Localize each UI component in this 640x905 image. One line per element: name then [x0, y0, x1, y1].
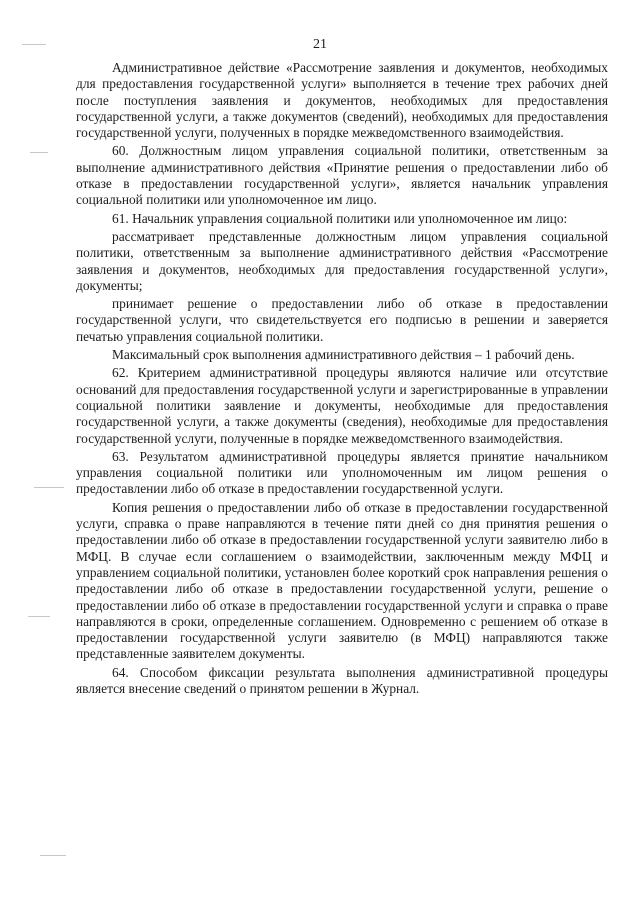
paragraph-64: 64. Способом фиксации результата выполнения административной процедуры является внесение сведений о принятом решении в Журнал. — [76, 664, 608, 696]
paragraph-max-term: Максимальный срок выполнения административного действия – 1 рабочий день. — [112, 347, 575, 363]
paragraph-61-item-decides: принимает решение о предоставлении либо об отказе в предоставлении государственной услуги, что свидетельствуется его подписью в решении и заверяется печатью управления социальной политики. — [76, 296, 608, 344]
paragraph-decision-copy: Копия решения о предоставлении либо об отказе в предоставлении государственной услуги, справка о праве направляются в течение пяти дней со дня принятия решения о предоставлении либо об отказе в предоставлении государственной услуги заявителю либо в МФЦ. В случае если соглашением о взаимодействии, заключенным между МФЦ и управлением социальной политики, установлен более короткий срок направления решения о предоставлении либо об отказе в предоставлении государственной услуги, решение о предоставлении либо об отказе в предоставлении государственной услуги и справка о праве направляются в сроки, определенные соглашением. Одновременно с решением об отказе в предоставлении государственной услуги заявителю (в МФЦ) направляются также представленные заявителем документы. — [76, 499, 608, 662]
paragraph-62: 62. Критерием административной процедуры являются наличие или отсутствие оснований для предоставления государственной услуги и зарегистрированные в управлении социальной политики заявление и документы, необходимые для предоставления государственной услуги, а также документы (сведения), необходимые для предоставления государственной услуги, полученные в порядке межведомственного взаимодействия. — [76, 365, 608, 446]
scan-artifact — [28, 616, 50, 617]
page-number: 21 — [313, 37, 327, 52]
paragraph-61: 61. Начальник управления социальной политики или уполномоченное им лицо: — [112, 210, 568, 226]
scan-artifact — [30, 152, 48, 153]
document-body — [76, 60, 608, 699]
paragraph-63: 63. Результатом административной процедуры является принятие начальником управления социальной политики или уполномоченным им лицом решения о предоставлении либо об отказе в предоставлении государственной услуги. — [76, 448, 608, 497]
paragraph-61-item-reviews: рассматривает представленные должностным лицом управления социальной политики, ответственным за выполнение административного действия «Рассмотрение заявления и документов, необходимых для предоставления государственной услуги», документы; — [76, 228, 608, 293]
scan-artifact — [40, 855, 66, 856]
scan-artifact — [34, 487, 64, 488]
paragraph-admin-action: Административное действие «Рассмотрение заявления и документов, необходимых для предоставления государственной услуги» выполняется в течение трех рабочих дней после поступления заявления и документов, необходимых для предоставления государственной услуги, а также документов (сведений), необходимых для предоставления государственной услуги, полученных в порядке межведомственного взаимодействия. — [76, 60, 608, 141]
paragraph-60: 60. Должностным лицом управления социальной политики, ответственным за выполнение административного действия «Принятие решения о предоставлении либо об отказе в предоставлении государственной услуги», является начальник управления социальной политики или уполномоченное им лицо. — [76, 143, 608, 208]
